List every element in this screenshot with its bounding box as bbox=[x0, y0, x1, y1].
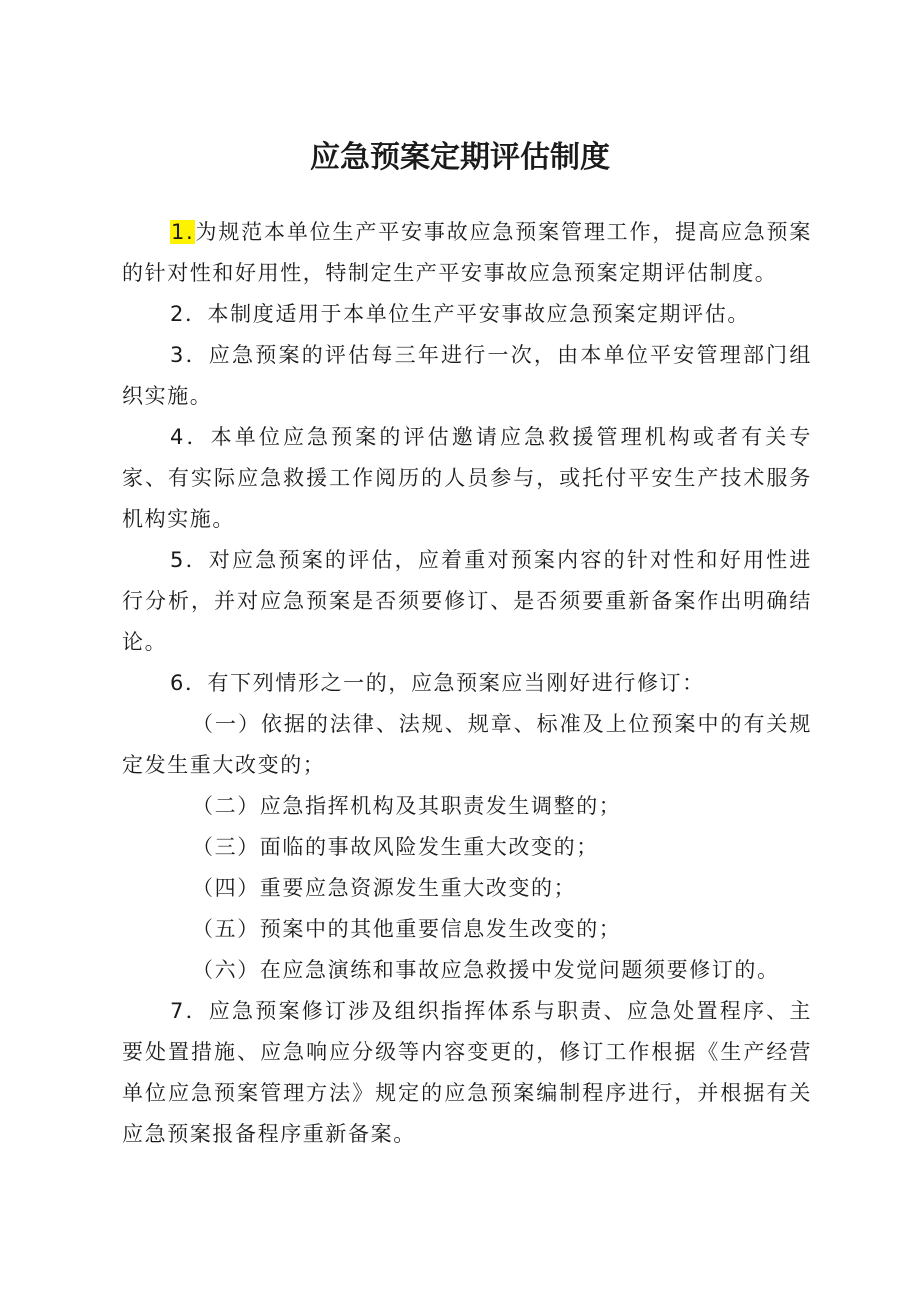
highlighted-number: 1. bbox=[171, 220, 195, 244]
paragraph-7: 7．应急预案修订涉及组织指挥体系与职责、应急处置程序、主要处置措施、应急响应分级等内容变更的，修订工作根据《生产经营单位应急预案管理方法》规定的应急预案编制程序进行，并根据有关应急预案报备程序重新备案。 bbox=[122, 999, 812, 1146]
sub-item-4: （四）重要应急资源发生重大改变的； bbox=[192, 876, 577, 900]
paragraph-1 bbox=[122, 212, 812, 294]
sub-item-1: （一）依据的法律、法规、规章、标准及上位预案中的有关规定发生重大改变的； bbox=[122, 712, 812, 777]
sub-item-2: （二）应急指挥机构及其职责发生调整的； bbox=[192, 794, 622, 818]
sub-item-3: （三）面临的事故风险发生重大改变的； bbox=[192, 835, 599, 859]
paragraph-4: 4．本单位应急预案的评估邀请应急救援管理机构或者有关专家、有实际应急救援工作阅历的人员参与，或托付平安生产技术服务机构实施。 bbox=[122, 425, 812, 531]
document-body bbox=[122, 212, 812, 1155]
paragraph-2: 2．本制度适用于本单位生产平安事故应急预案定期评估。 bbox=[170, 302, 750, 326]
sub-item-5: （五）预案中的其他重要信息发生改变的； bbox=[192, 917, 622, 941]
paragraph-5: 5．对应急预案的评估，应着重对预案内容的针对性和好用性进行分析，并对应急预案是否须要修订、是否须要重新备案作出明确结论。 bbox=[122, 548, 812, 654]
paragraph-6: 6．有下列情形之一的，应急预案应当刚好进行修订： bbox=[170, 671, 705, 695]
sub-item-6: （六）在应急演练和事故应急救援中发觉问题须要修订的。 bbox=[192, 958, 780, 982]
paragraph-text: 为规范本单位生产平安事故应急预案管理工作，提高应急预案的针对性和好用性，特制定生产平安事故应急预案定期评估制度。 bbox=[122, 220, 812, 285]
paragraph-3: 3．应急预案的评估每三年进行一次，由本单位平安管理部门组织实施。 bbox=[122, 343, 812, 408]
document-title: 应急预案定期评估制度 bbox=[310, 140, 610, 175]
